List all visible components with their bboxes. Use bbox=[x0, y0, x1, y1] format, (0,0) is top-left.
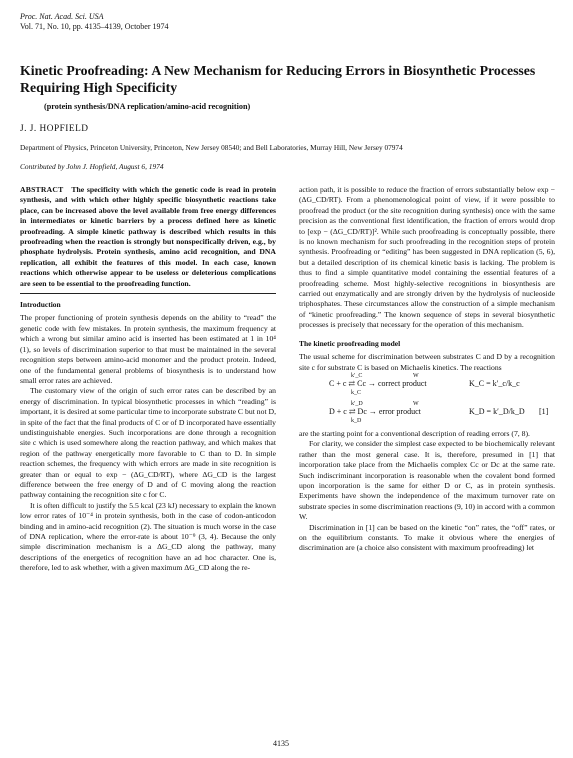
rate-w-2: W bbox=[413, 400, 419, 407]
reaction-equations bbox=[299, 373, 555, 405]
model-heading: The kinetic proofreading model bbox=[299, 338, 401, 348]
equation-c: C + c ⇄ Cc → correct product bbox=[329, 378, 427, 388]
intro-heading: Introduction bbox=[20, 300, 61, 310]
model-paragraph-3: For clarity, we consider the simplest case expected to be biochemically relevant rather than the most general case. It is, therefore, presumed in [1] that incorporation take place from the Michaelis complex Cc or Dc at the same rate. Such indiscriminant incorporation is reasonable when the covalent bond formed upon incorporation is the same for either D or C, as in protein synthesis. Experiments have shown the independence of the maximum turnover rate on substrate species in some discrimination reactions (9, 10) in accord with a common W. bbox=[299, 439, 555, 522]
rate-k-prime-c: k′_C bbox=[351, 372, 363, 379]
keywords: (protein synthesis/DNA replication/amino-acid recognition) bbox=[44, 102, 251, 111]
abstract-text: The specificity with which the genetic code is read in protein synthesis, and with which other highly specific biosynthetic reactions take place, can be increased above the level available from free energy differences in intermediates or kinetic barriers by a process defined here as kinetic proofreading. A simple kinetic pathway is described which results in this proofreading when the reaction is strongly but nonspecifically driven, e.g., by phosphate hydrolysis. Protein synthesis, amino acid recognition, and DNA replication, all exhibit the features of this model. In each case, known reactions which otherwise appear to be useless or deleterious complications are seen to be essential to the proofreading function. bbox=[20, 185, 276, 288]
author: J. J. HOPFIELD bbox=[20, 124, 89, 134]
intro-paragraph-2: The customary view of the origin of such error rates can be described by an energy of discrimination. In typical biosynthetic processes in which “reading” is important, it is desired at some particular time to incorporate substrate C but not D, in spite of the fact that the final products of C or of D incorporated have essentially undistinguishable energies. Such incorporations are done through a recognition site c which is used somewhere along the reaction pathway, and which makes that region of the pathway energetically more favorable to C than to D. In simple reaction schemes, the frequency with which errors are made in site recognition is greater than or equal to exp − (ΔG_CD/RT), where ΔG_CD is the largest difference between the free energy of D and of C moving along the reaction pathway containing the recognition site c for C. bbox=[20, 386, 276, 500]
rate-w-1: W bbox=[413, 372, 419, 379]
intro-paragraph-1: The proper functioning of protein synthesis depends on the ability to “read” the genetic code with few mistakes. In protein synthesis, the maximum frequency at which a wrong but similar amino acid is inserted has been estimated at 1 in 10⁴ (1), so levels of discrimination superior to that must be maintained in the several recognition steps between amino-acid monomer and the product protein. Indeed, one of the fundamental general problems of biosynthesis is to understand how small error rates are achieved. bbox=[20, 313, 276, 385]
abstract bbox=[20, 185, 276, 289]
contributed-line: Contributed by John J. Hopfield, August 6, 1974 bbox=[20, 162, 164, 171]
journal-name: Proc. Nat. Acad. Sci. USA bbox=[20, 12, 104, 21]
paper-title: Kinetic Proofreading: A New Mechanism for Reducing Errors in Biosynthetic Processes Requiring High Specificity bbox=[20, 63, 536, 95]
journal-header bbox=[20, 12, 169, 32]
right-paragraph-1: action path, it is possible to reduce the fraction of errors substantially below exp − (ΔG_CD/RT). From a phenomenological point of view, if it were possible to proofread the product (or the site recognition during synthesis) once with the same precision as the conventional first identification, the fraction of errors would drop to [exp − (ΔG_CD/RT)]². While such proofreading is conceptually possible, there is no known mechanism for such proofreading in the recognition steps of protein synthesis. Proofreading or “editing” has been suggested in DNA replication (5, 6), but a detailed description of its chemical kinetic basis is lacking. The problem is thus to find a simple quantitative model containing the essential features of a proofreading scheme. Most highly-selective recognitions in biosynthesis are carried out enzymatically and are strongly driven by the hydrolysis of nucleoside triphosphates. These circumstances allow the construction of a simple mechanism of “kinetic proofreading.” The known sequence of steps in several biosynthetic processes is precisely that necessary for the operation of this mechanism. bbox=[299, 185, 555, 330]
rate-k-d: k_D bbox=[351, 417, 362, 424]
right-column bbox=[299, 185, 555, 554]
reaction-equations-d bbox=[299, 400, 555, 437]
page-number: 4135 bbox=[273, 739, 289, 748]
model-paragraph-2: are the starting point for a conventional description of reading errors (7, 8). bbox=[299, 428, 530, 438]
section-rule bbox=[20, 293, 276, 294]
affiliation: Department of Physics, Princeton University, Princeton, New Jersey 08540; and Bell Laboratories, Murray Hill, New Jersey 07974 bbox=[20, 143, 403, 152]
equation-number: [1] bbox=[539, 406, 549, 416]
model-paragraph-1: The usual scheme for discrimination between substrates C and D by a recognition site c for substrate C is based on Michaelis kinetics. The reactions bbox=[299, 352, 555, 372]
left-column bbox=[20, 185, 276, 574]
journal-volume: Vol. 71, No. 10, pp. 4135–4139, October 1974 bbox=[20, 22, 169, 31]
rate-k-c: k_C bbox=[351, 389, 362, 396]
abstract-label: ABSTRACT bbox=[20, 185, 64, 194]
model-paragraph-4: Discrimination in [1] can be based on the kinetic “on” rates, the “off” rates, or on the equilibrium constants. To make it obvious where the energies of discrimination are (a choice also consistent with maximum proofreading) let bbox=[299, 522, 555, 553]
equation-kc: K_C = k′_c/k_c bbox=[469, 378, 520, 388]
equation-d: D + c ⇄ Dc → error product bbox=[329, 406, 421, 416]
rate-k-prime-d: k′_D bbox=[351, 400, 363, 407]
equation-kd: K_D = k′_D/k_D bbox=[469, 406, 525, 416]
intro-paragraph-3: It is often difficult to justify the 5.5 kcal (23 kJ) necessary to explain the known low error rates of 10⁻⁴ in protein synthesis, both in the case of codon-anticodon binding and in amino-acid recognition (2). The situation is much worse in the case of DNA replication, where the error-rate is about 10⁻⁹ (3, 4). Because the only simple discrimination mechanism is a ΔG_CD along the pathway, many descriptions of the energetics of recognition have an ad hoc character. One is, therefore, led to ask whether, with a given maximum ΔG_CD along the re- bbox=[20, 500, 276, 573]
